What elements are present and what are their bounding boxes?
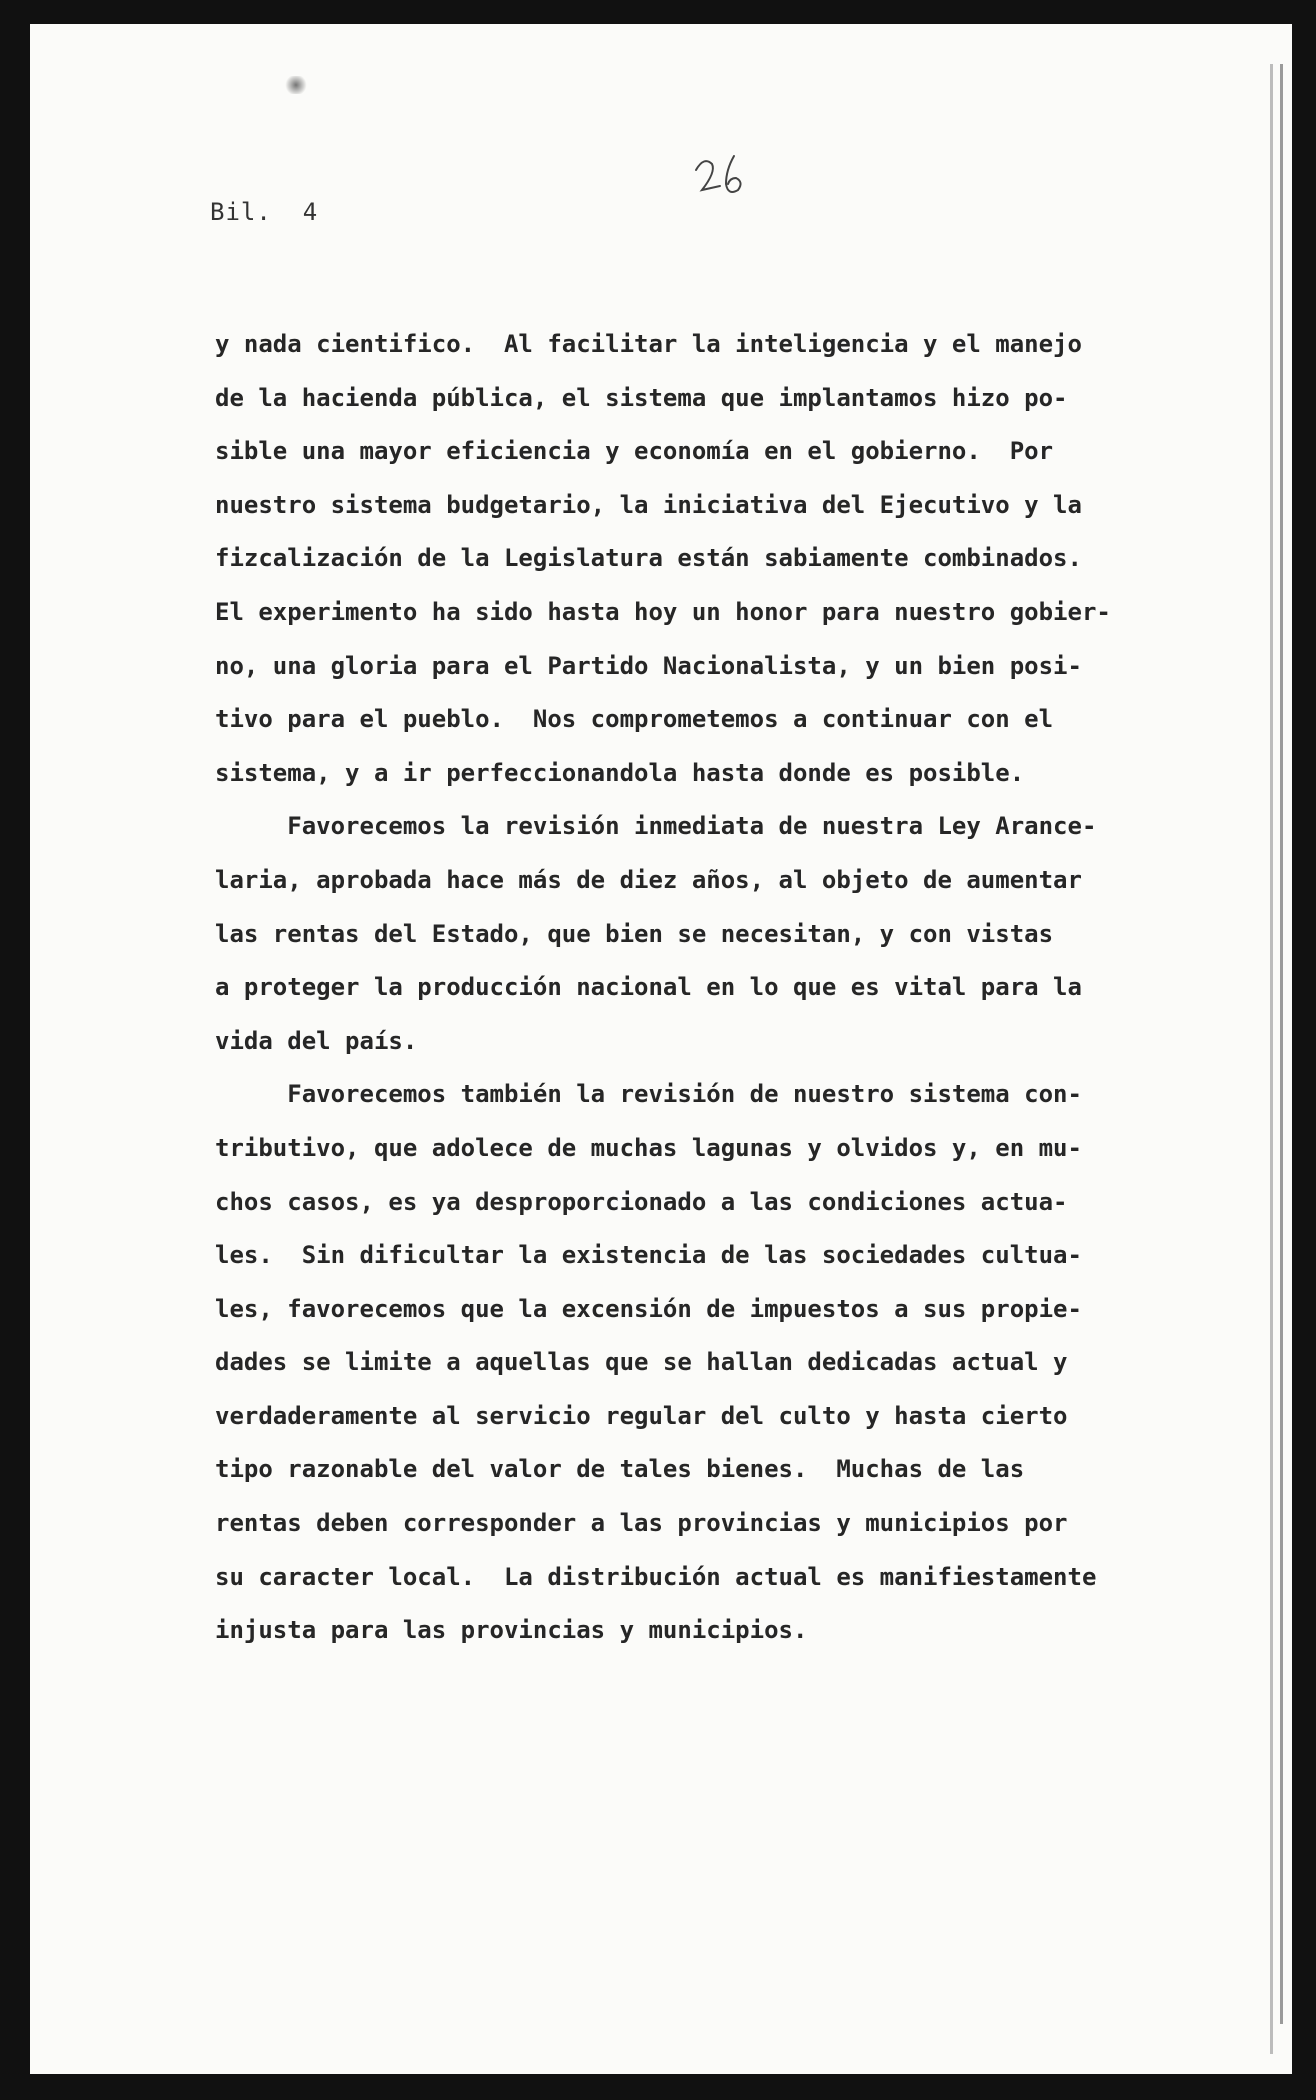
text-line: dades se limite a aquellas que se hallan dedicadas actual y [215,1348,1068,1377]
text-line: rentas deben corresponder a las provincias y municipios por [215,1509,1068,1538]
ink-smudge [285,76,307,94]
handwritten-page-number [690,150,760,210]
body-text [215,318,1195,1658]
text-line: las rentas del Estado, que bien se necesitan, y con vistas [215,919,1054,948]
text-line: tivo para el pueblo. Nos comprometemos a continuar con el [215,705,1054,734]
text-line: sible una mayor eficiencia y economía en el gobierno. Por [215,437,1054,466]
page-edge [1280,64,1283,2024]
text-line: chos casos, es ya desproporcionado a las condiciones actua- [215,1187,1068,1216]
text-line: vida del país. [215,1026,418,1055]
text-line: nuestro sistema budgetario, la iniciativa del Ejecutivo y la [215,490,1082,519]
text-line: verdaderamente al servicio regular del culto y hasta cierto [215,1401,1068,1430]
page-reference: Bil. 4 [210,198,319,226]
text-line: les, favorecemos que la excensión de impuestos a sus propie- [215,1294,1082,1323]
text-line: Favorecemos también la revisión de nuestro sistema con- [215,1080,1082,1109]
text-line: laria, aprobada hace más de diez años, al objeto de aumentar [215,865,1082,894]
text-line: les. Sin dificultar la existencia de las sociedades cultua- [215,1241,1082,1270]
text-line: El experimento ha sido hasta hoy un honor para nuestro gobier- [215,597,1111,626]
text-line: sistema, y a ir perfeccionandola hasta donde es posible. [215,758,1025,787]
page-edge [1270,64,1273,2054]
text-line: tributivo, que adolece de muchas lagunas y olvidos y, en mu- [215,1133,1082,1162]
text-line: fizcalización de la Legislatura están sabiamente combinados. [215,544,1082,573]
text-line: injusta para las provincias y municipios. [215,1616,808,1645]
text-line: no, una gloria para el Partido Nacionalista, y un bien posi- [215,651,1082,680]
text-line: a proteger la producción nacional en lo que es vital para la [215,973,1082,1002]
text-line: su caracter local. La distribución actual es manifiestamente [215,1562,1097,1591]
text-line: de la hacienda pública, el sistema que implantamos hizo po- [215,383,1068,412]
text-line: y nada cientifico. Al facilitar la inteligencia y el manejo [215,330,1082,358]
text-line: Favorecemos la revisión inmediata de nuestra Ley Arance- [215,812,1097,841]
text-line: tipo razonable del valor de tales bienes. Muchas de las [215,1455,1025,1484]
